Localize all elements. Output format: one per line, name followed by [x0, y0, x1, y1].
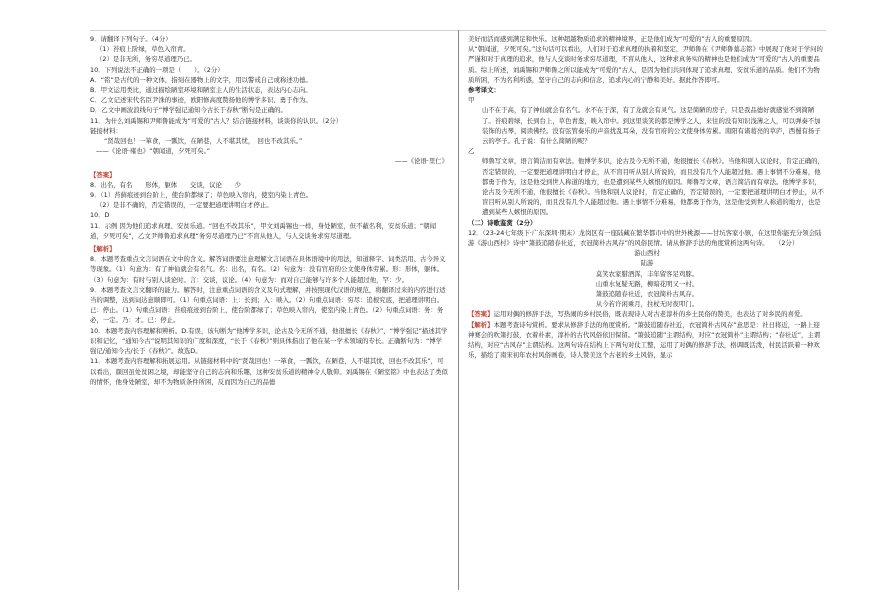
right-column — [468, 34, 826, 361]
answer-9-1: 9．（1）苔藓痕迹到台阶上，使台阶都绿了；草色映入帘内，使室内染上青色。 — [90, 191, 313, 200]
q9-title: 9．请翻译下列句子。（4分） — [90, 35, 172, 43]
answer-12-tag: 【答案】 — [468, 310, 494, 319]
q10-option-b: B．甲文运用类比，通过描绘陋室环境和陋室主人的生活状态，表达内心志向。 — [90, 86, 312, 95]
poem-line-1: 莫笑农家腊酒浑，丰年留客足鸡豚。 — [595, 269, 699, 278]
q10-option-d: D．乙文中画波浪线句子“博学强记通知今古长于春秋”断句是正确的。 — [90, 106, 287, 115]
q10-title: 10．下列说法不正确的一项是（ ）。（2分） — [90, 65, 224, 74]
analysis-11-cont-2: 从“朝闻道，夕死可矣。”这句话可以看出，人们对于追求真理的执着和坚定，尹师鲁在《尹师鲁墓志铭》中展现了他对于学问的严谨和对于真理的追求，他与人交谈时务求穷尽道理，不盲从他人，这种求真务实的精神也是他们成为“可爱的”古人的重要品质。综上所述，刘禹锡和尹师鲁之所以能成为“可爱的”古人，是因为他们共同体现了追求真理、安贫乐道的品质。他们不为物质所困，不为名利所惑，坚守自己的志向和信念，追求内心的宁静和美好。据此作答即可。 — [468, 45, 823, 84]
q9-item-2: （2）是非无所，务穷尽道理乃已。 — [96, 55, 196, 64]
q10-option-c: C．乙文记述宋代名臣尹洙的事迹，欧阳修高度赞扬他的博学多识、勇于作为。 — [90, 96, 312, 105]
analysis-12-tag: 【解析】 — [468, 320, 494, 329]
passage-jia-label: 甲 — [468, 96, 475, 105]
section-2-title: （二）诗歌鉴赏（2分） — [468, 218, 537, 227]
answer-9-2: （2）是非不确的，否定错误的，一定要把道理讲明白才停止。 — [96, 201, 273, 210]
analysis-8: 8．本题考查重点文言词语在文中的含义。解答词语要注意理解文言词语在具体语境中的用法，知道释字、词类活用、古今异义等现象。（1）句意为：有了神仙就会有名气。名：出名，有名。（2）句意为：没有官府的公文使身体劳累。形：形体，躯体。（3）句意为：有时与别人谈论时。言：交谈，议论。（4）句意为：而对自己能够与许多个人能超过他，罕：少。 — [90, 255, 446, 284]
reference-translation-tag: 参考译文： — [468, 86, 500, 95]
answer-12: 运用对偶的修辞手法，写热闹的乡村民俗，既表现诗人对古老淳朴的乡土民俗的赞美，也表达了对乡民的喜爱。 — [493, 310, 807, 319]
analysis-12: 本题考查诗句赏析。要求从修辞手法的角度赏析。“箫鼓追随春社近，衣冠简朴古风存”意思是：社日将近，一路上迎神赛会的吹箫打鼓，衣着朴素，淳朴的古代风俗依旧保留。“箫鼓追随”主谓结构，对应“衣冠简朴”主谓结构；“春社近”，主谓结构，对应“古风存”主谓结构。这两句诗在结构上下两句对仗工整，运用了对偶的修辞手法，格调既活泼，村民活跃着一种欢乐，描绘了南宋初年农村风俗画卷，诗人赞美这个古老的乡土风俗，显示 — [468, 320, 821, 360]
analysis-11-cont-1: 美好而活而感到满足和快乐。这种超越物质追求的精神境界，正是他们成为“可爱的”古人的重要原因。 — [468, 35, 756, 43]
analysis-tag: 【解析】 — [90, 245, 116, 254]
answer-10: 10．D — [90, 211, 110, 220]
column-divider — [458, 30, 459, 590]
poem-line-2: 山重水复疑无路，柳暗花明又一村。 — [595, 279, 699, 288]
poem-line-4: 从今若许闲乘月，拄杖无时夜叩门。 — [595, 300, 699, 309]
answer-11: 11．示例 因为他们追求真理、安贫乐道。“回也不改其乐”，甲文刘禹锡也一样，身处陋室，但不蔽名利，安贫乐道；“朝闻道，夕死可矣”，乙文尹师鲁追求真理“务穷尽道理乃已”不盲从他人，与人交谈务求穷尽道理。 — [90, 221, 437, 240]
poem-line-3: 箫鼓追随春社近，衣冠简朴古风存。 — [595, 290, 699, 299]
poem-author: 陆游 — [640, 259, 654, 268]
answer-8: 8．出名，有名 形体，躯体 交谈，议论 少 — [90, 180, 242, 189]
q9-item-1: （1）苔痕上阶绿，草色入帘青。 — [96, 45, 190, 54]
analysis-11: 11．本题考查内容理解和拓展运用。从链接材料中的“贤哉回也！一箪食，一瓢饮，在陋巷，人不堪其忧，回也不改其乐”，可以看出，颜回虽处贫困之境，却能坚守自己的志向和乐趣，这种安贫乐道的精神令人敬仰。刘禹锡在《陋室铭》中也表达了类似的情怀，他身处陋室，却不为物质条件所困，反而因为自己的品德 — [90, 357, 448, 386]
left-column — [90, 34, 448, 387]
link-quote-2: ——《论语·雍也》“朝闻道，夕死可矣。” — [96, 147, 211, 156]
q12-title: 12．（23-24七年级下·广东深圳·期末）龙岗区有一座陆藏在繁华都市中的世外桃源——甘坑客家小镇，在这里你能充分领会陆游《游山西村》诗中“箫鼓追随春社近，衣冠简朴古风存”的风俗民情。请从修辞手法的角度赏析这两句诗。 （2分） — [468, 228, 822, 248]
link-quote: “贤哉回也！一箪食，一瓢饮，在陋巷，人不堪其忧， 回也不改其乐。” — [104, 137, 303, 146]
analysis-10: 10．本题考查内容理解和辨析。D.有误，该句断为“他博学多识，论古及今无所不通，他很擅长《春秋》”，“博学强记”描述其学识和记忆，“通知今古”说明其知识的广度和深度，“长于《春秋》”则具体指出了他在某一学术领域的专长。正确断句为：“博学强记/通知今古/长于《春秋》”。故选D。 — [90, 326, 448, 356]
poem — [468, 248, 826, 309]
poem-title: 游山西村 — [634, 249, 660, 258]
analysis-9: 9．本题考查文言文翻译的能力。解答时，注意重点词语的含义及句式理解，并按照现代汉语的规范，将翻译过来的内容进行适当的调整，达到词达意顺即可。（1）句重点词语：上：长到；入：映入。（2）句重点词语：穷尽：追根究底，把道理讲明白。已：停止。（1）句重点词语：苔痕痕迹到台阶上，使台阶都绿了；草色映入帘内，使室内染上青色。（2）句重点词语：务：务必，一定。乃：才。已：停止。 — [90, 285, 446, 325]
answer-tag: 【答案】 — [90, 170, 116, 179]
link-source: ——《论语·里仁》 — [394, 157, 448, 166]
q11-title: 11．为什么刘禹锡和尹师鲁能成为“可爱的”古人？结合链接材料，谈谈你的认识。（2分） — [90, 116, 343, 125]
passage-jia-translation: 山不在于高，有了神仙就会有名气。水不在于深，有了龙就会有灵气。这是简陋的房子，只是我品德好就感觉不到简陋了。苔痕碧绿，长到台上，草色青葱，映入帘中。到这里谈笑的都是博学之人，来往的没有知识浅薄之人，可以弹奏不加装饰的古琴，阅读佛经。没有弦管奏乐的声音扰乱耳朵，没有官府的公文使身体劳累。南阳有诸葛亮的草庐，西蜀有扬子云的亭子。孔子说：有什么简陋的呢？ — [482, 106, 821, 146]
q10-option-a: A．“铭”是古代的一种文体，指刻在器物上的文字，用以警戒自己或称述功德。 — [90, 75, 312, 84]
passage-yi-label: 乙 — [468, 147, 475, 156]
link-label: 链接材料： — [90, 126, 122, 135]
passage-yi-translation: 师鲁写文章，语言简洁而有章法。他博学多识，论古及今无所不通，他很擅长《春秋》。当他和别人议论时，肯定正确的，否定错误的，一定要把道理讲明白才停止，从不盲目听从别人所说的，而且没有几个人能超过他。遇上事情不分难易，他都勇于作为，这是他受到世人称道的地方，也是遭到某些人嫉恨的原因。师鲁写文章，语言简洁而有章法。他博学多识，论古及今无所不通，他很擅长《春秋》。当他和别人议论时，肯定正确的，否定错误的，一定要把道理讲明白才停止，从不盲目听从别人所说的，而且没有几个人能超过他。遇上事情不分难易，他都勇于作为，这是他受到世人称道的地方，也是遭到某些人嫉恨的原因。 — [482, 157, 824, 217]
